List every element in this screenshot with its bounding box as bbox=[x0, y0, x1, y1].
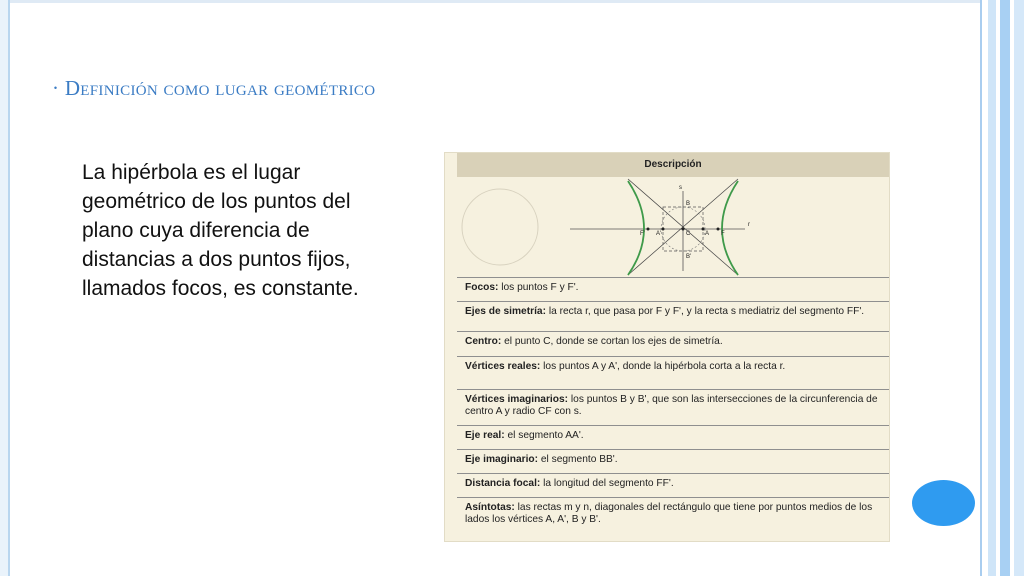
label-s: s bbox=[679, 185, 682, 191]
def-text: el segmento AA'. bbox=[507, 430, 584, 441]
def-text: el punto C, donde se cortan los ejes de simetría. bbox=[504, 336, 723, 347]
left-border bbox=[0, 0, 10, 576]
slide-title: · Definición como lugar geométrico bbox=[52, 76, 376, 100]
focus-f-point bbox=[717, 228, 720, 231]
def-row-focos bbox=[457, 277, 889, 301]
label-r: r bbox=[748, 222, 750, 228]
def-term: Asíntotas: bbox=[465, 502, 515, 513]
hyperbola-left-branch bbox=[628, 181, 644, 275]
def-text: la longitud del segmento FF'. bbox=[543, 478, 674, 489]
def-text: las rectas m y n, diagonales del rectángulo que tiene por puntos medios de los lados los vértices A, A', B y B'. bbox=[465, 502, 873, 525]
label-a: A bbox=[705, 231, 710, 237]
definitions-table bbox=[457, 277, 889, 535]
vertex-a-prime-point bbox=[662, 228, 665, 231]
def-row-vertices-reales bbox=[457, 356, 889, 389]
def-row-ejes bbox=[457, 301, 889, 331]
label-f-prime: F' bbox=[640, 231, 645, 237]
def-term: Eje real: bbox=[465, 430, 505, 441]
def-term: Ejes de simetría: bbox=[465, 306, 546, 317]
def-term: Centro: bbox=[465, 336, 502, 347]
label-f: F bbox=[721, 231, 725, 237]
def-text: los puntos B y B', que son las intersecciones de la circunferencia de centro A y radio CF con s. bbox=[465, 394, 878, 417]
hyperbola-diagram bbox=[460, 177, 888, 277]
label-c: C bbox=[686, 231, 691, 237]
figure-header: Descripción bbox=[457, 153, 889, 177]
def-text: la recta r, que pasa por F y F', y la recta s mediatriz del segmento FF'. bbox=[548, 306, 865, 317]
def-term: Focos: bbox=[465, 282, 499, 293]
def-row-distancia-focal bbox=[457, 473, 889, 497]
center-point bbox=[682, 228, 685, 231]
decorative-blue-circle bbox=[912, 480, 975, 526]
def-term: Vértices imaginarios: bbox=[465, 394, 569, 405]
def-term: Distancia focal: bbox=[465, 478, 541, 489]
top-border bbox=[0, 0, 985, 3]
def-term: Vértices reales: bbox=[465, 361, 541, 372]
definition-paragraph: La hipérbola es el lugar geométrico de los puntos del plano cuya diferencia de distancias a dos puntos fijos, llamados focos, es constante. bbox=[82, 161, 359, 300]
def-text: los puntos F y F'. bbox=[501, 282, 579, 293]
def-row-eje-real bbox=[457, 425, 889, 449]
def-text: el segmento BB'. bbox=[540, 454, 618, 465]
def-term: Eje imaginario: bbox=[465, 454, 539, 465]
label-a-prime: A' bbox=[656, 231, 662, 237]
def-row-vertices-imaginarios bbox=[457, 389, 889, 425]
hyperbola-right-branch bbox=[722, 181, 738, 275]
def-row-centro bbox=[457, 331, 889, 356]
background-circle bbox=[462, 189, 538, 265]
focus-f-prime-point bbox=[647, 228, 650, 231]
def-text: los puntos A y A', donde la hipérbola corta a la recta r. bbox=[543, 361, 786, 372]
right-decorative-stripes bbox=[980, 0, 1024, 576]
label-b-prime: B' bbox=[686, 254, 692, 260]
def-row-asintotas bbox=[457, 497, 889, 535]
def-row-eje-imaginario bbox=[457, 449, 889, 473]
label-b: B bbox=[686, 201, 691, 207]
hyperbola-description-figure bbox=[444, 152, 890, 542]
